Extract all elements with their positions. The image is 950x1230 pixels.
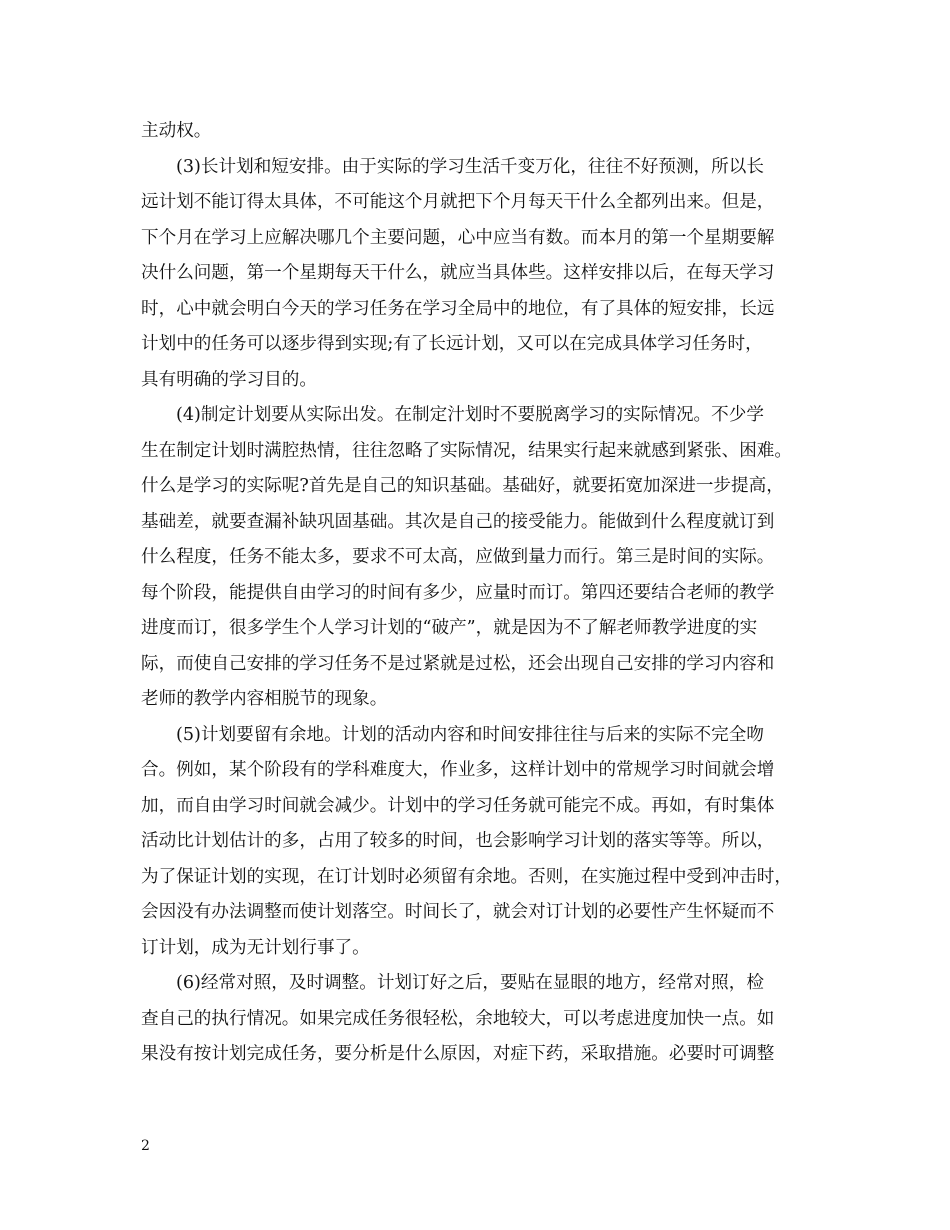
- text-line: 决什么问题，第一个星期每天干什么，就应当具体些。这样安排以后，在每天学习: [141, 263, 775, 283]
- text-line: 际，而使自己安排的学习任务不是过紧就是过松，还会出现自己安排的学习内容和: [141, 653, 775, 674]
- text-line: (4)制定计划要从实际出发。在制定汁划时不要脱离学习的实际情况。不少学: [176, 405, 764, 425]
- text-line: 会因没有办法调整而使计划落空。时间长了，就会对订计划的必要性产生怀疑而不: [141, 902, 775, 922]
- text-line: (5)计划要留有余地。计划的活动内容和时间安排往往与后来的实际不完全吻: [176, 724, 764, 745]
- text-line: 生在制定计划时满腔热情，往往忽略了实际情况，结果实行起来就感到紧张、困难。: [141, 440, 792, 461]
- text-line: 计划中的任务可以逐步得到实现;有了长远计划，又可以在完成具体学习任务时，: [141, 334, 763, 354]
- text-line: 活动比计划估计的多，占用了较多的时间，也会影响学习计划的落实等等。所以，: [141, 831, 775, 851]
- text-line: (6)经常对照，及时调整。计划订好之后，要贴在显眼的地方，经常对照，检: [176, 973, 764, 993]
- text-line: (3)长计划和短安排。由于实际的学习生活千变万化，往往不好预测，所以长: [176, 156, 764, 177]
- text-line: 查自己的执行情况。如果完成任务很轻松，余地较大，可以考虑进度加快一点。如: [141, 1008, 775, 1029]
- text-line: 时，心中就会明白今天的学习任务在学习全局中的地位，有了具体的短安排，长远: [141, 298, 775, 319]
- text-line: 每个阶段，能提供自由学习的时间有多少，应量时而订。第四还要结合老师的教学: [141, 582, 775, 603]
- text-line: 什么是学习的实际呢?首先是自己的知识基础。基础好，就要拓宽加深进一步提高，: [141, 476, 784, 496]
- text-line: 远计划不能订得太具体，不可能这个月就把下个月每天干什么全都列出来。但是，: [141, 192, 775, 212]
- text-line: 为了保证计划的实现，在订计划时必须留有余地。否则，在实施过程中受到冲击时，: [141, 866, 792, 887]
- text-line: 主动权。: [141, 121, 212, 141]
- page-number: 2: [141, 1138, 150, 1154]
- text-line: 老师的教学内容相脱节的现象。: [141, 689, 388, 709]
- text-line: 果没有按计划完成任务，要分析是什么原因，对症下药，采取措施。必要时可调整: [141, 1044, 775, 1064]
- document-body: [141, 114, 831, 1073]
- text-line: 具有明确的学习目的。: [141, 369, 317, 390]
- text-line: 进度而订，很多学生个人学习计划的“破产”，就是因为不了解老师教学进度的实: [141, 618, 758, 638]
- text-line: 基础差，就要查漏补缺巩固基础。其次是自己的接受能力。能做到什么程度就订到: [141, 511, 775, 532]
- text-line: 加，而自由学习时间就会减少。计划中的学习任务就可能完不成。再如，有时集体: [141, 795, 775, 816]
- text-line: 订计划，成为无计划行事了。: [141, 937, 370, 958]
- text-line: 合。例如，某个阶段有的学科难度大，作业多，这样计划中的常规学习时间就会增: [141, 760, 775, 780]
- text-line: 下个月在学习上应解决哪几个主要问题，心中应当有数。而本月的第一个星期要解: [141, 227, 775, 248]
- text-line: 什么程度，任务不能太多，要求不可太高，应做到量力而行。第三是时间的实际。: [141, 547, 775, 567]
